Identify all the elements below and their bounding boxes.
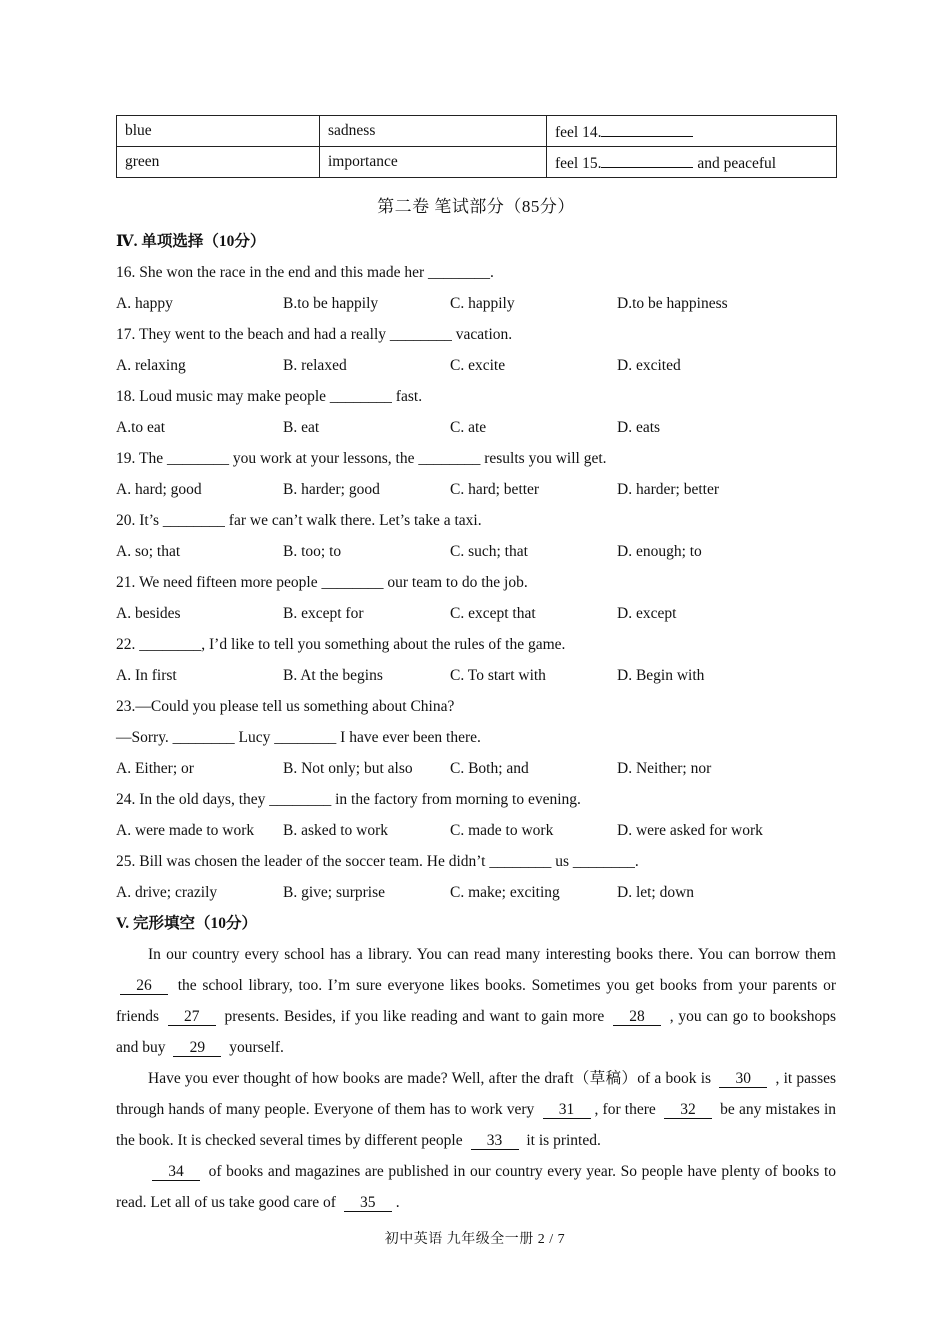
question-stem: 25. Bill was chosen the leader of the soccer team. He didn’t ________ us ________.: [116, 853, 639, 870]
question-list: [116, 257, 836, 908]
cloze-text: yourself.: [229, 1039, 284, 1056]
option-d[interactable]: D. Neither; nor: [617, 760, 712, 777]
cloze-text: it is printed.: [526, 1132, 601, 1149]
option-c[interactable]: C. To start with: [450, 667, 546, 684]
answer-blank-14[interactable]: [601, 121, 693, 137]
cloze-text: In our country every school has a library. You can read many interesting books there. You can borrow them: [148, 946, 836, 963]
cloze-text: the school library, too. I’m sure everyone likes books. Sometimes you get books from your parents or friends: [116, 977, 836, 1025]
cloze-blank-33[interactable]: 33: [471, 1132, 519, 1150]
cloze-blank-28[interactable]: 28: [613, 1008, 661, 1026]
cloze-paragraph-1: [116, 939, 836, 1063]
option-d[interactable]: D. excited: [617, 357, 681, 374]
option-b[interactable]: B. except for: [283, 605, 364, 622]
feel-prefix: feel 15.: [555, 154, 602, 172]
cloze-blank-27[interactable]: 27: [168, 1008, 216, 1026]
table-cell-feel: [547, 116, 837, 147]
cloze-blank-32[interactable]: 32: [664, 1101, 712, 1119]
question-stem: 16. She won the race in the end and this made her ________.: [116, 264, 494, 281]
question-stem: 18. Loud music may make people ________ fast.: [116, 388, 423, 405]
part5-heading: V. 完形填空（10分）: [116, 915, 257, 932]
cloze-text: be any mistakes in the book. It is checked several times by different people: [116, 1101, 837, 1149]
cloze-blank-31[interactable]: 31: [543, 1101, 591, 1119]
part4-heading: Ⅳ. 单项选择（10分）: [116, 233, 266, 250]
cloze-blank-30[interactable]: 30: [719, 1070, 767, 1088]
exam-page: [116, 115, 836, 1218]
cloze-text: .: [395, 1194, 400, 1211]
table-row: [117, 147, 837, 178]
option-c[interactable]: C. Both; and: [450, 760, 529, 777]
question-options: [116, 877, 836, 908]
question-stem: 22. ________, I’d like to tell you something about the rules of the game.: [116, 636, 566, 653]
answer-blank-15[interactable]: [601, 152, 693, 168]
option-c[interactable]: C. excite: [450, 357, 506, 374]
option-a[interactable]: A. Either; or: [116, 760, 194, 777]
option-a[interactable]: A. drive; crazily: [116, 884, 218, 901]
option-b[interactable]: B. give; surprise: [283, 884, 386, 901]
question-options: [116, 598, 836, 629]
question-stem: 17. They went to the beach and had a really ________ vacation.: [116, 326, 513, 343]
question-stem: 19. The ________ you work at your lessons, the ________ results you will get.: [116, 450, 607, 467]
option-d[interactable]: D. harder; better: [617, 481, 719, 498]
option-a[interactable]: A. were made to work: [116, 822, 255, 839]
option-d[interactable]: D. except: [617, 605, 677, 622]
cloze-text: , you can go to bookshops and buy: [116, 1008, 837, 1056]
cloze-text: , for there: [594, 1101, 656, 1118]
cloze-blank-26[interactable]: 26: [120, 977, 168, 995]
option-c[interactable]: C. happily: [450, 295, 515, 312]
option-d[interactable]: D.to be happiness: [617, 295, 728, 312]
question-stem: 24. In the old days, they ________ in the factory from morning to evening.: [116, 791, 581, 808]
option-a[interactable]: A. hard; good: [116, 481, 202, 498]
option-a[interactable]: A. relaxing: [116, 357, 186, 374]
option-b[interactable]: B. relaxed: [283, 357, 347, 374]
cloze-text: , it passes through hands of many people. Everyone of them has to work very: [116, 1070, 837, 1118]
option-d[interactable]: D. enough; to: [617, 543, 702, 560]
option-c[interactable]: C. except that: [450, 605, 536, 622]
cloze-blank-35[interactable]: 35: [344, 1194, 392, 1212]
option-c[interactable]: C. ate: [450, 419, 487, 436]
question-stem: 20. It’s ________ far we can’t walk there. Let’s take a taxi.: [116, 512, 482, 529]
page-footer: 初中英语 九年级全一册 2 / 7: [384, 1232, 566, 1247]
section-title: 第二卷 笔试部分（85分）: [377, 197, 575, 216]
question-options: [116, 753, 836, 784]
color-table: [116, 115, 837, 178]
option-c[interactable]: C. make; exciting: [450, 884, 560, 901]
option-b[interactable]: B.to be happily: [283, 295, 379, 312]
option-b[interactable]: B. Not only; but also: [283, 760, 413, 777]
option-d[interactable]: D. eats: [617, 419, 661, 436]
table-cell-color: blue: [117, 116, 320, 147]
question-options: [116, 288, 836, 319]
question-options: [116, 474, 836, 505]
table-cell-meaning: importance: [320, 147, 547, 178]
option-a[interactable]: A.to eat: [116, 419, 166, 436]
option-a[interactable]: A. In first: [116, 667, 177, 684]
option-d[interactable]: D. let; down: [617, 884, 695, 901]
cloze-text: of books and magazines are published in our country every year. So people have plenty of books to read. Let all of us take good care of: [116, 1163, 837, 1211]
question-options: [116, 660, 836, 691]
cloze-blank-34[interactable]: 34: [152, 1163, 200, 1181]
cloze-text: presents. Besides, if you like reading and want to gain more: [224, 1008, 605, 1025]
question-stem-line2: —Sorry. ________ Lucy ________ I have ever been there.: [116, 729, 481, 746]
question-options: [116, 815, 836, 846]
cloze-blank-29[interactable]: 29: [173, 1039, 221, 1057]
question-stem: 21. We need fifteen more people ________ our team to do the job.: [116, 574, 528, 591]
option-a[interactable]: A. happy: [116, 295, 173, 312]
option-c[interactable]: C. made to work: [450, 822, 554, 839]
option-b[interactable]: B. asked to work: [283, 822, 389, 839]
option-b[interactable]: B. eat: [283, 419, 320, 436]
table-cell-color: green: [117, 147, 320, 178]
option-b[interactable]: B. At the begins: [283, 667, 383, 684]
feel-prefix: feel 14.: [555, 123, 602, 141]
cloze-paragraph-2: [116, 1063, 836, 1156]
option-d[interactable]: D. Begin with: [617, 667, 705, 684]
question-options: [116, 350, 836, 381]
table-row: [117, 116, 837, 147]
feel-suffix: and peaceful: [693, 154, 777, 172]
table-cell-meaning: sadness: [320, 116, 547, 147]
cloze-text: Have you ever thought of how books are made? Well, after the draft（草稿）of a book is: [148, 1070, 712, 1087]
cloze-paragraph-3: [116, 1156, 836, 1218]
option-c[interactable]: C. hard; better: [450, 481, 540, 498]
option-d[interactable]: D. were asked for work: [617, 822, 763, 839]
option-a[interactable]: A. so; that: [116, 543, 181, 560]
option-b[interactable]: B. too; to: [283, 543, 342, 560]
question-options: [116, 536, 836, 567]
question-options: [116, 412, 836, 443]
option-b[interactable]: B. harder; good: [283, 481, 380, 498]
table-cell-feel: [547, 147, 837, 178]
question-stem: 23.—Could you please tell us something about China?: [116, 698, 455, 715]
option-c[interactable]: C. such; that: [450, 543, 528, 560]
option-a[interactable]: A. besides: [116, 605, 181, 622]
